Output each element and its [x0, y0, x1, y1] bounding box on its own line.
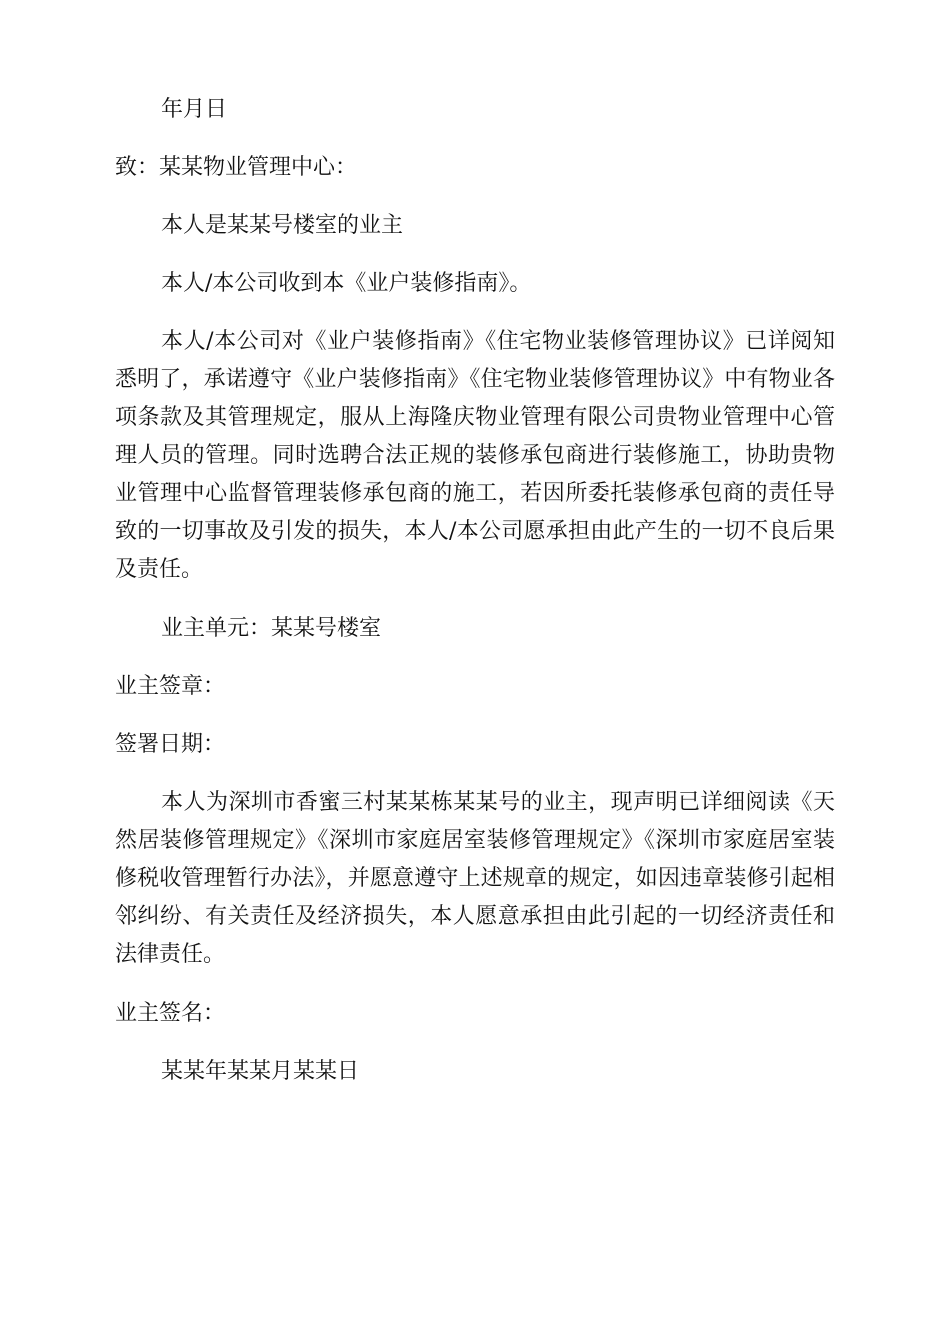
owner-signature-line: 业主签名：	[115, 1001, 226, 1026]
addressee-line: 致：某某物业管理中心：	[115, 155, 358, 180]
final-date-line: 某某年某某月某某日	[161, 1059, 360, 1084]
declaration-paragraph: 本人为深圳市香蜜三村某某栋某某号的业主，现声明已详细阅读《天然居装修管理规定》《深圳市家庭居室装修管理规定》《深圳市家庭居室装修税收管理暂行办法》，并愿意遵守上述规章的规定，如因违章装修引起相邻纠纷、有关责任及经济损失，本人愿意承担由此引起的一切经济责任和法律责任。	[115, 790, 835, 967]
received-guide-paragraph: 本人/本公司收到本《业户装修指南》。	[161, 271, 532, 296]
owner-seal-line: 业主签章：	[115, 674, 226, 699]
owner-intro-paragraph: 本人是某某号楼室的业主	[161, 213, 404, 238]
document-body	[115, 91, 835, 1091]
owner-unit-line: 业主单元：某某号楼室	[161, 616, 382, 641]
date-line: 年月日	[161, 97, 228, 122]
commitment-paragraph: 本人/本公司对《业户装修指南》《住宅物业装修管理协议》已详阅知悉明了，承诺遵守《业户装修指南》《住宅物业装修管理协议》中有物业各项条款及其管理规定，服从上海隆庆物业管理有限公司贵物业管理中心管理人员的管理。同时选聘合法正规的装修承包商进行装修施工，协助贵物业管理中心监督管理装修承包商的施工，若因所委托装修承包商的责任导致的一切事故及引发的损失，本人/本公司愿承担由此产生的一切不良后果及责任。	[115, 329, 835, 582]
sign-date-line: 签署日期：	[115, 732, 226, 757]
